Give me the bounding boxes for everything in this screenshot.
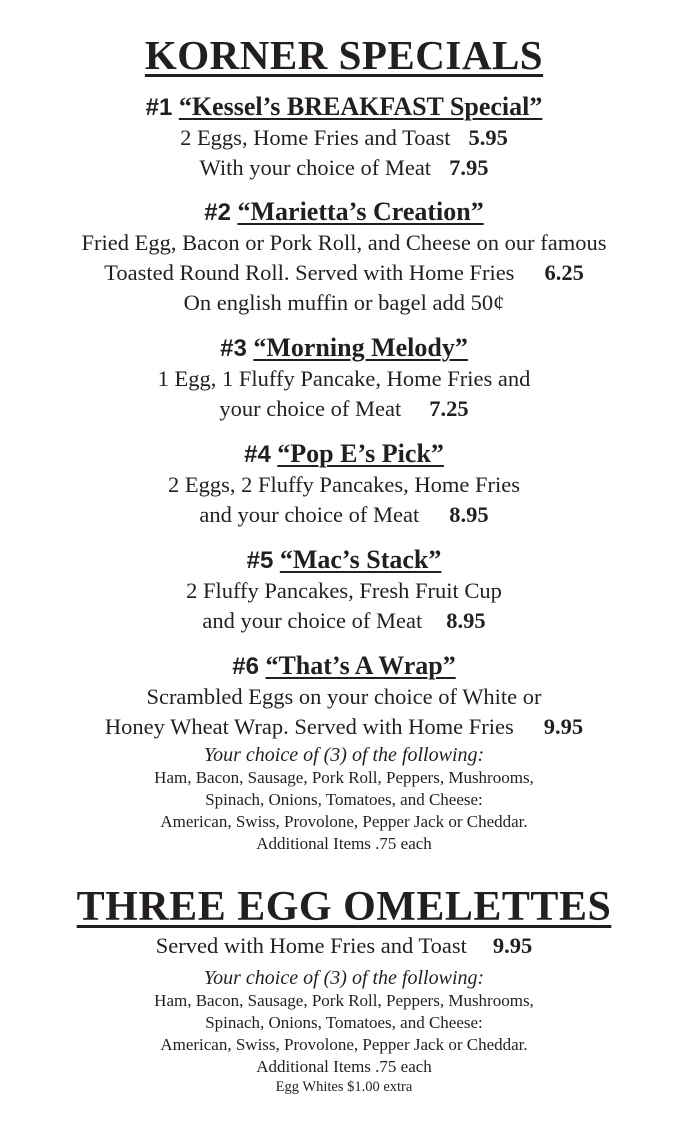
price: 6.25 (544, 260, 584, 285)
korner-specials-title: KORNER SPECIALS (144, 32, 544, 78)
special-heading (0, 333, 688, 364)
choice-heading: Your choice of (3) of the following: (203, 967, 485, 989)
special-heading (0, 651, 688, 682)
special-line (0, 576, 688, 606)
special-1 (0, 92, 688, 183)
special-heading (0, 439, 688, 470)
price: 8.95 (449, 502, 489, 527)
line-text: and your choice of Meat (199, 502, 420, 527)
special-name: “Marietta’s Creation” (237, 197, 484, 226)
line-text: 2 Fluffy Pancakes, Fresh Fruit Cup (186, 578, 502, 603)
special-line (0, 153, 688, 183)
choice-line: Spinach, Onions, Tomatoes, and Cheese: (205, 790, 483, 809)
price: 9.95 (543, 714, 584, 739)
line-text: Honey Wheat Wrap. Served with Home Fries (104, 714, 514, 739)
line-text: Fried Egg, Bacon or Pork Roll, and Cheese on our famous (81, 230, 607, 255)
special-line (0, 394, 688, 424)
line-text: and your choice of Meat (202, 608, 423, 633)
price: 8.95 (446, 608, 486, 633)
special-name: “Kessel’s BREAKFAST Special” (178, 92, 543, 121)
line-text: Served with Home Fries and Toast (155, 933, 467, 958)
special-heading (0, 197, 688, 228)
egg-whites-note: Egg Whites $1.00 extra (275, 1079, 413, 1095)
special-number: #1 (145, 94, 173, 121)
special-number: #2 (204, 199, 231, 226)
price: 7.25 (429, 396, 469, 421)
price: 5.95 (468, 125, 508, 150)
choice-line: American, Swiss, Provolone, Pepper Jack or Cheddar. (160, 1035, 528, 1054)
special-name: “Morning Melody” (253, 333, 468, 362)
special-4 (0, 439, 688, 530)
special-6 (0, 651, 688, 855)
line-text: On english muffin or bagel add 50¢ (183, 290, 505, 315)
special-heading (0, 92, 688, 123)
special-line (0, 123, 688, 153)
choice-line: American, Swiss, Provolone, Pepper Jack or Cheddar. (160, 812, 528, 831)
omelettes-line (0, 931, 688, 961)
line-text: Scrambled Eggs on your choice of White or (146, 684, 542, 709)
choice-line: Additional Items .75 each (256, 1057, 432, 1076)
price: 7.95 (449, 155, 489, 180)
special-line (0, 258, 688, 288)
special-line (0, 470, 688, 500)
special-number: #5 (246, 547, 274, 574)
line-text: 1 Egg, 1 Fluffy Pancake, Home Fries and (157, 366, 531, 391)
special-line (0, 712, 688, 742)
special-3 (0, 333, 688, 424)
special-2 (0, 197, 688, 318)
line-text: 2 Eggs, Home Fries and Toast (180, 125, 451, 150)
special-line (0, 500, 688, 530)
choice-line: Ham, Bacon, Sausage, Pork Roll, Peppers, Mushrooms, (154, 768, 534, 787)
choice-line: Spinach, Onions, Tomatoes, and Cheese: (205, 1013, 483, 1032)
special-line (0, 606, 688, 636)
choice-line: Additional Items .75 each (256, 834, 432, 853)
special-line (0, 288, 688, 318)
special-5 (0, 545, 688, 636)
special-line (0, 228, 688, 258)
line-text: your choice of Meat (219, 396, 402, 421)
special-number: #3 (220, 335, 247, 362)
line-text: Toasted Round Roll. Served with Home Fries (104, 260, 515, 285)
special-number: #4 (244, 441, 271, 468)
choice-heading: Your choice of (3) of the following: (203, 744, 485, 766)
omelettes-section (0, 931, 688, 1096)
special-line (0, 364, 688, 394)
choice-line: Ham, Bacon, Sausage, Pork Roll, Peppers, Mushrooms, (154, 991, 534, 1010)
special-name: “That’s A Wrap” (265, 651, 456, 680)
special-name: “Mac’s Stack” (279, 545, 442, 574)
special-heading (0, 545, 688, 576)
line-text: With your choice of Meat (199, 155, 432, 180)
price: 9.95 (492, 933, 533, 958)
omelettes-title: THREE EGG OMELETTES (76, 884, 612, 930)
special-line (0, 682, 688, 712)
special-name: “Pop E’s Pick” (277, 439, 444, 468)
line-text: 2 Eggs, 2 Fluffy Pancakes, Home Fries (167, 472, 521, 497)
special-number: #6 (232, 653, 259, 680)
